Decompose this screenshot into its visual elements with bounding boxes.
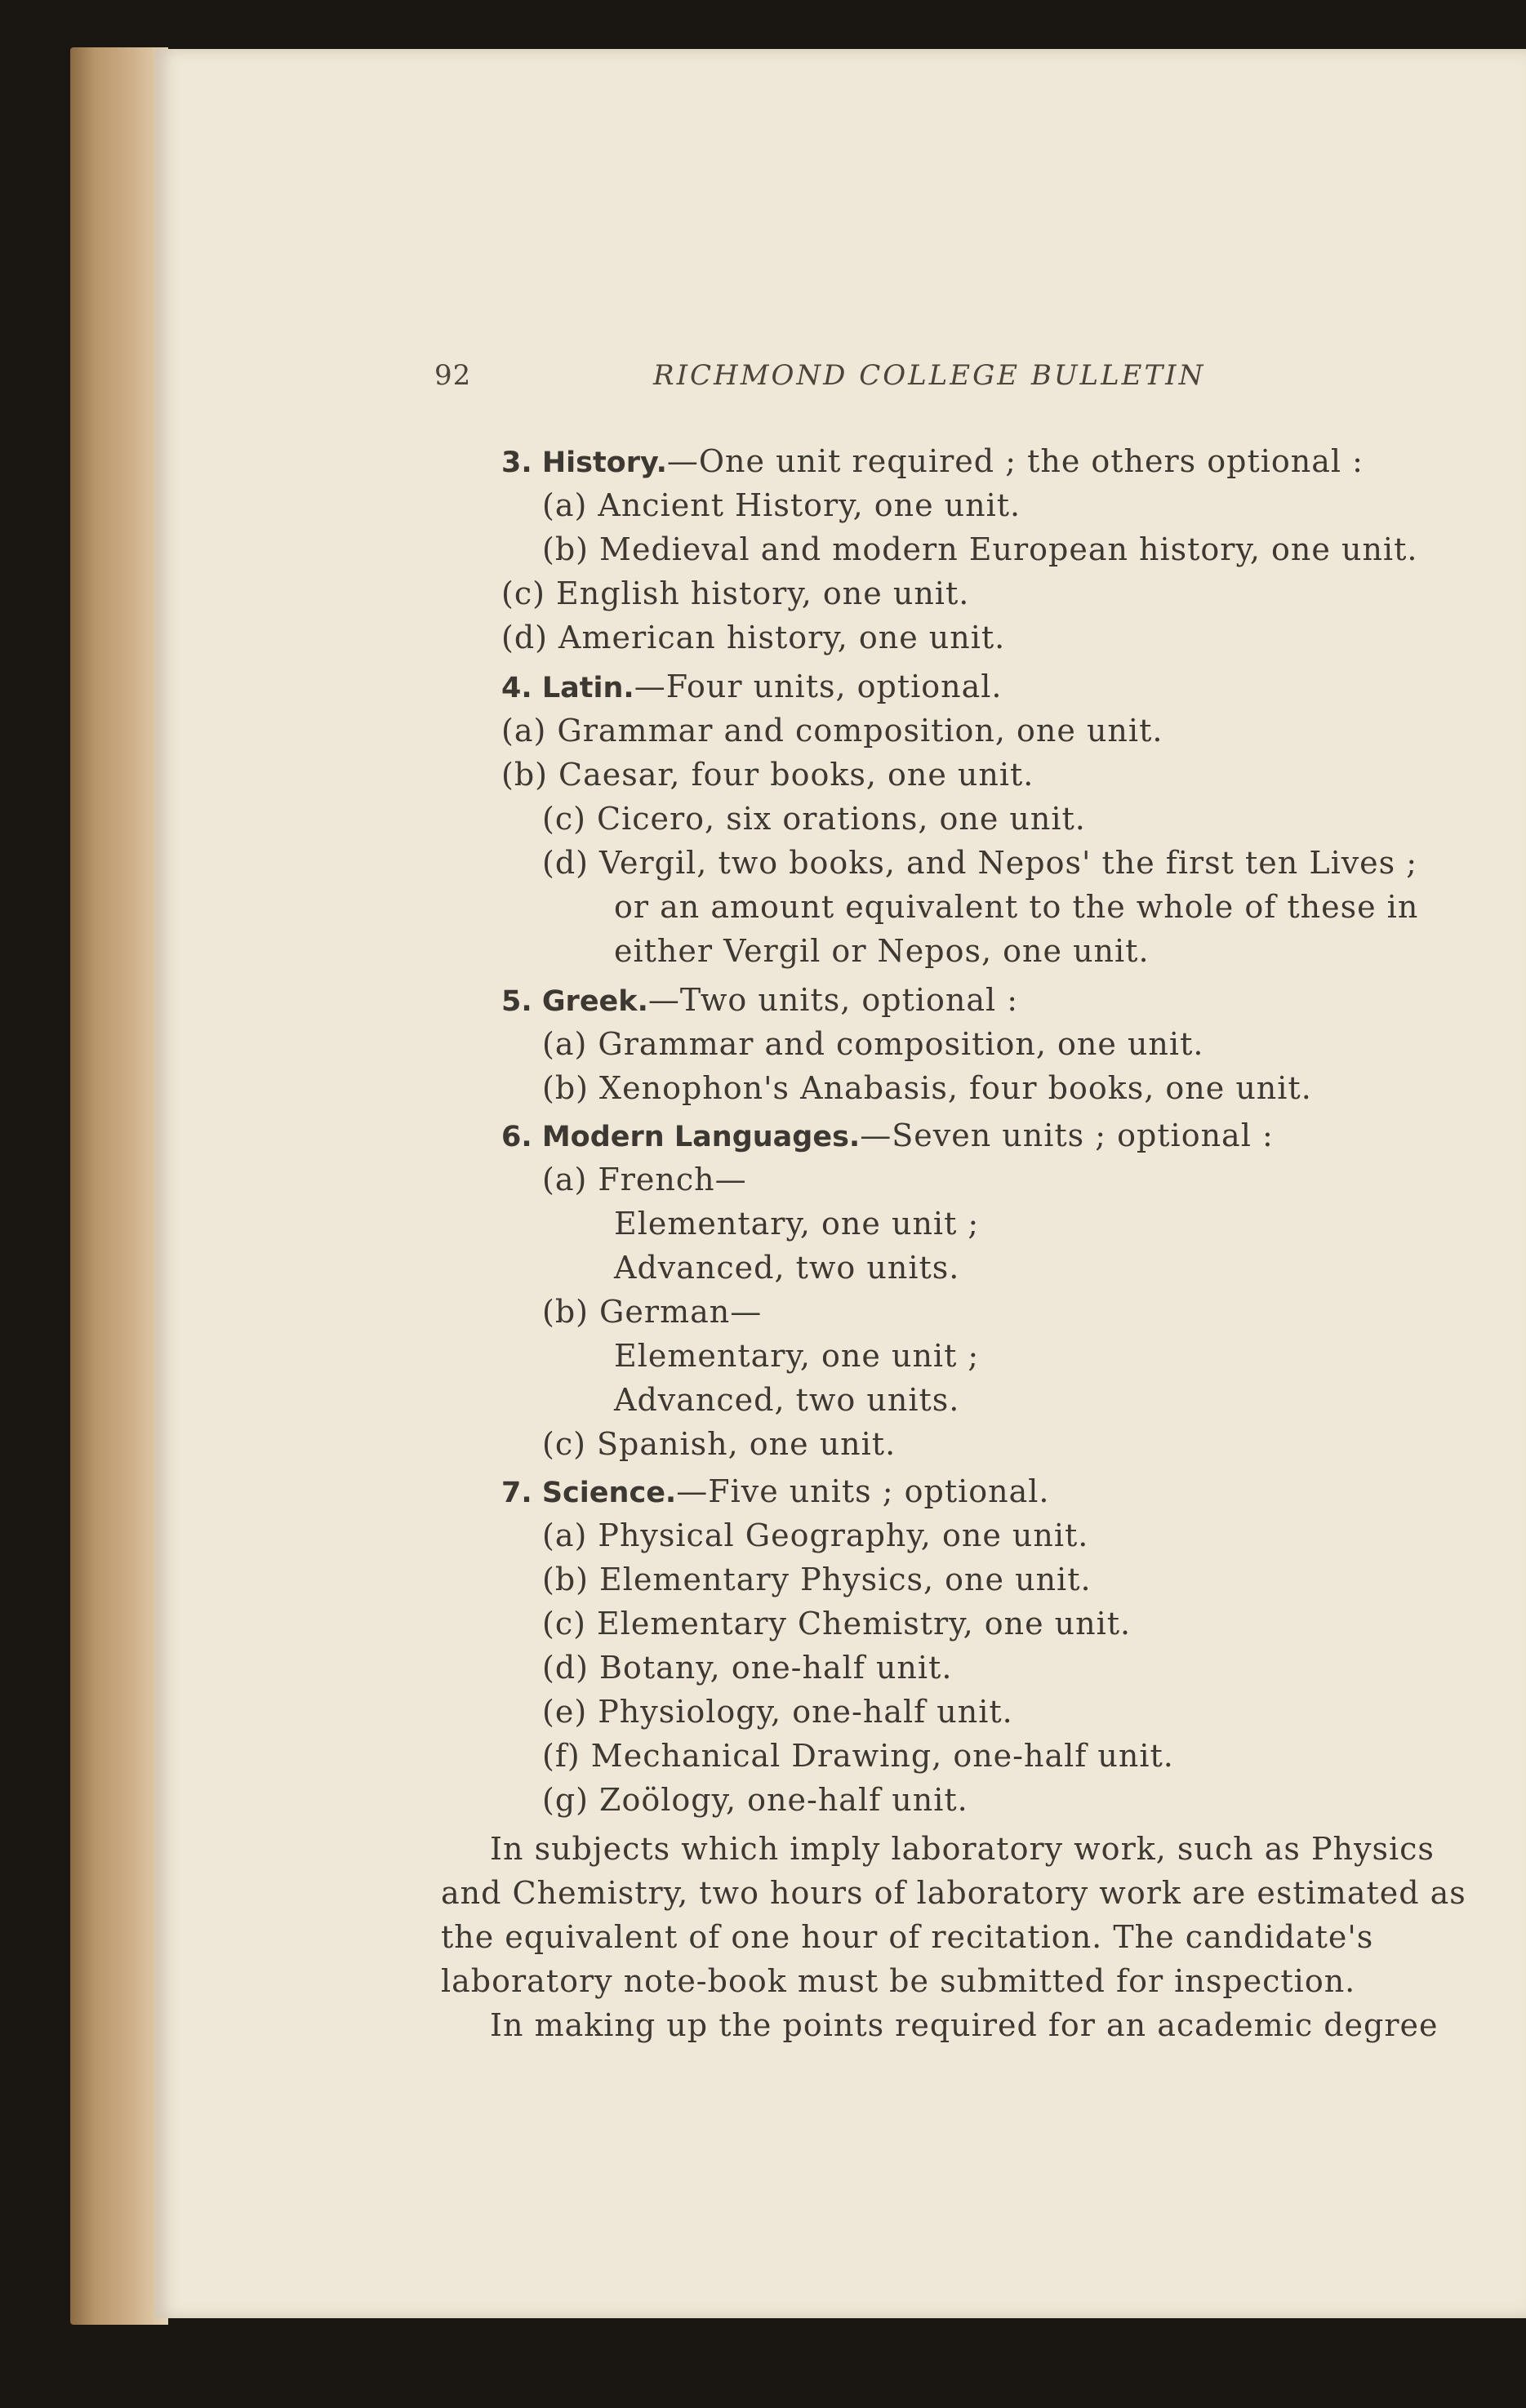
list-item: (c) Cicero, six orations, one unit. — [542, 801, 1086, 837]
list-item: (c) Elementary Chemistry, one unit. — [542, 1606, 1132, 1642]
paragraph-line: In subjects which imply laboratory work, such as Physics — [490, 1831, 1435, 1867]
section-heading: 7. Science. — [501, 1477, 677, 1509]
list-item: (a) Physical Geography, one unit. — [542, 1517, 1089, 1553]
list-subitem: Elementary, one unit ; — [614, 1338, 980, 1374]
list-subitem: Advanced, two units. — [614, 1382, 960, 1418]
list-item-continuation: either Vergil or Nepos, one unit. — [614, 933, 1150, 969]
paragraph-line: the equivalent of one hour of recitation. The candidate's — [441, 1919, 1374, 1955]
section-science-heading-line — [501, 1469, 1050, 1515]
section-intro: —Two units, optional : — [647, 982, 1019, 1018]
paragraph-line: In making up the points required for an academic degree — [490, 2007, 1439, 2043]
running-title: RICHMOND COLLEGE BULLETIN — [653, 359, 1206, 392]
list-item: (b) German— — [542, 1294, 763, 1330]
list-item: (c) English history, one unit. — [501, 575, 970, 611]
list-item: (b) Caesar, four books, one unit. — [501, 757, 1034, 793]
paragraph-line: and Chemistry, two hours of laboratory work are estimated as — [441, 1875, 1466, 1911]
paragraph-line: laboratory note-book must be submitted for inspection. — [441, 1963, 1356, 1999]
section-heading: 3. History. — [501, 447, 667, 479]
list-item: (a) French— — [542, 1162, 747, 1197]
list-item: (b) Elementary Physics, one unit. — [542, 1562, 1092, 1597]
list-item: (d) American history, one unit. — [501, 620, 1006, 655]
section-latin-heading-line — [501, 664, 1002, 710]
section-heading: 5. Greek. — [501, 985, 648, 1018]
list-item: (a) Ancient History, one unit. — [542, 487, 1021, 523]
page-number: 92 — [434, 359, 472, 392]
section-greek-heading-line — [501, 978, 1018, 1024]
section-heading: 6. Modern Languages. — [501, 1121, 861, 1153]
list-subitem: Elementary, one unit ; — [614, 1206, 980, 1242]
list-item: (b) Xenophon's Anabasis, four books, one unit. — [542, 1070, 1312, 1106]
list-item: (d) Botany, one-half unit. — [542, 1650, 953, 1686]
page — [155, 49, 1526, 2318]
section-modern-heading-line — [501, 1113, 1274, 1159]
book-edge — [70, 47, 168, 2325]
section-intro: —Five units ; optional. — [676, 1473, 1050, 1509]
list-item: (b) Medieval and modern European history, one unit. — [542, 531, 1418, 567]
section-heading: 4. Latin. — [501, 672, 634, 704]
list-item: (a) Grammar and composition, one unit. — [542, 1026, 1204, 1062]
list-item: (d) Vergil, two books, and Nepos' the first ten Lives ; — [542, 845, 1418, 881]
section-intro: —Seven units ; optional : — [860, 1117, 1274, 1153]
list-item: (a) Grammar and composition, one unit. — [501, 713, 1163, 749]
section-history-heading-line — [501, 439, 1364, 485]
section-intro: —One unit required ; the others optional : — [666, 443, 1364, 479]
list-item: (c) Spanish, one unit. — [542, 1426, 896, 1462]
list-item-continuation: or an amount equivalent to the whole of these in — [614, 889, 1419, 925]
section-intro: —Four units, optional. — [634, 669, 1003, 704]
list-item: (g) Zoölogy, one-half unit. — [542, 1782, 968, 1818]
list-item: (e) Physiology, one-half unit. — [542, 1694, 1013, 1730]
page-header — [155, 359, 1526, 408]
list-subitem: Advanced, two units. — [614, 1250, 960, 1286]
list-item: (f) Mechanical Drawing, one-half unit. — [542, 1738, 1174, 1774]
